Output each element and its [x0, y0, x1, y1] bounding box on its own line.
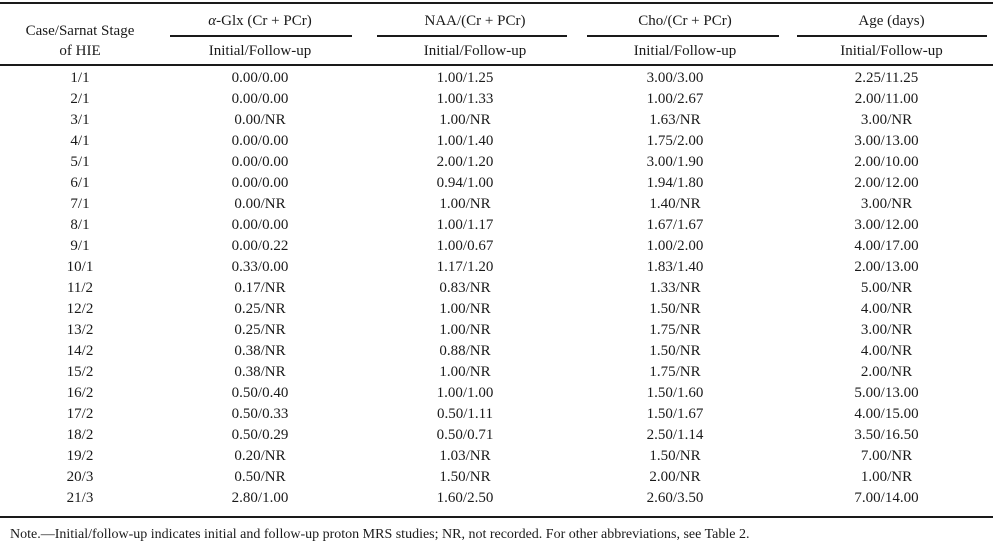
table-row — [0, 488, 993, 509]
age-cell: 3.50/16.50 — [854, 427, 919, 443]
subheader-glx: Initial/Follow-up — [208, 43, 312, 59]
table-row — [0, 425, 993, 446]
case-stage-cell: 18/2 — [66, 427, 94, 443]
table-top-rule — [0, 2, 993, 4]
cho-cell: 1.63/NR — [649, 112, 701, 128]
glx-cell: 0.00/0.00 — [231, 217, 289, 233]
naa-cell: 1.00/NR — [439, 322, 491, 338]
cho-cell: 1.50/NR — [649, 343, 701, 359]
age-cell: 2.25/11.25 — [854, 70, 919, 86]
glx-cell: 0.00/0.00 — [231, 175, 289, 191]
glx-cell: 0.50/NR — [234, 469, 286, 485]
table-row — [0, 215, 993, 236]
age-cell: 3.00/NR — [860, 112, 913, 128]
data-table-body — [0, 68, 993, 509]
glx-cell: 0.50/0.29 — [231, 427, 289, 443]
glx-cell: 0.00/0.00 — [231, 133, 289, 149]
header-naa: NAA/(Cr + PCr) — [424, 13, 526, 29]
age-cell: 2.00/NR — [860, 364, 913, 380]
cho-cell: 1.50/NR — [649, 301, 701, 317]
age-cell: 5.00/NR — [860, 280, 913, 296]
header-case-line2: of HIE — [59, 43, 101, 59]
table-row — [0, 110, 993, 131]
case-stage-cell: 6/1 — [70, 175, 90, 191]
age-cell: 3.00/12.00 — [854, 217, 919, 233]
glx-cell: 0.00/0.00 — [231, 154, 289, 170]
naa-cell: 0.88/NR — [439, 343, 491, 359]
table-row — [0, 68, 993, 89]
glx-cell: 0.33/0.00 — [231, 259, 289, 275]
naa-cell: 1.00/1.17 — [436, 217, 494, 233]
header-glx — [160, 11, 360, 31]
glx-cell: 0.38/NR — [234, 364, 286, 380]
header-glx-alpha: α — [208, 13, 217, 29]
naa-cell: 0.50/1.11 — [436, 406, 494, 422]
cho-cell: 2.00/NR — [649, 469, 701, 485]
glx-cell: 0.00/0.00 — [231, 91, 289, 107]
case-stage-cell: 10/1 — [66, 259, 94, 275]
cho-cell: 1.83/1.40 — [646, 259, 704, 275]
cho-cell: 1.50/NR — [649, 448, 701, 464]
glx-cell: 2.80/1.00 — [231, 490, 289, 506]
glx-cell: 0.00/0.00 — [231, 70, 289, 86]
table-note: Note.—Initial/follow-up indicates initial and follow-up proton MRS studies; NR, not recorded. For other abbreviations, see Table 2. — [10, 527, 750, 542]
age-cell: 4.00/17.00 — [854, 238, 919, 254]
table-row — [0, 257, 993, 278]
table-row — [0, 299, 993, 320]
age-cell: 2.00/10.00 — [854, 154, 919, 170]
case-stage-cell: 2/1 — [70, 91, 90, 107]
header-age: Age (days) — [858, 13, 925, 29]
case-stage-cell: 14/2 — [66, 343, 94, 359]
naa-cell: 1.00/1.25 — [436, 70, 494, 86]
case-stage-cell: 11/2 — [66, 280, 94, 296]
age-cell: 4.00/15.00 — [854, 406, 919, 422]
cho-cell: 1.00/2.67 — [646, 91, 704, 107]
age-cell: 2.00/12.00 — [854, 175, 919, 191]
case-stage-cell: 16/2 — [66, 385, 94, 401]
age-cell: 4.00/NR — [860, 343, 913, 359]
cho-cell: 2.50/1.14 — [646, 427, 704, 443]
naa-cell: 0.50/0.71 — [436, 427, 494, 443]
glx-cell: 0.50/0.33 — [231, 406, 289, 422]
age-cell: 7.00/14.00 — [854, 490, 919, 506]
header-age-underline — [797, 35, 987, 37]
table-row — [0, 131, 993, 152]
age-cell: 1.00/NR — [860, 469, 913, 485]
cho-cell: 1.33/NR — [649, 280, 701, 296]
age-cell: 2.00/13.00 — [854, 259, 919, 275]
naa-cell: 0.94/1.00 — [436, 175, 494, 191]
naa-cell: 1.00/1.00 — [436, 385, 494, 401]
naa-cell: 1.00/1.40 — [436, 133, 494, 149]
cho-cell: 1.50/1.67 — [646, 406, 704, 422]
age-cell: 5.00/13.00 — [854, 385, 919, 401]
subheader-cho: Initial/Follow-up — [633, 43, 737, 59]
glx-cell: 0.20/NR — [234, 448, 286, 464]
table-row — [0, 383, 993, 404]
age-cell: 2.00/11.00 — [854, 91, 919, 107]
glx-cell: 0.00/0.22 — [231, 238, 289, 254]
cho-cell: 3.00/3.00 — [646, 70, 704, 86]
glx-cell: 0.25/NR — [234, 322, 286, 338]
cho-cell: 1.75/2.00 — [646, 133, 704, 149]
age-cell: 7.00/NR — [860, 448, 913, 464]
cho-cell: 1.50/1.60 — [646, 385, 704, 401]
cho-cell: 1.75/NR — [649, 322, 701, 338]
header-naa-underline — [377, 35, 567, 37]
naa-cell: 0.83/NR — [439, 280, 491, 296]
case-stage-cell: 4/1 — [70, 133, 90, 149]
age-cell: 3.00/13.00 — [854, 133, 919, 149]
case-stage-cell: 5/1 — [70, 154, 90, 170]
cho-cell: 3.00/1.90 — [646, 154, 704, 170]
glx-cell: 0.00/NR — [234, 196, 286, 212]
age-cell: 4.00/NR — [860, 301, 913, 317]
header-cho: Cho/(Cr + PCr) — [638, 13, 732, 29]
naa-cell: 1.50/NR — [439, 469, 491, 485]
case-stage-cell: 21/3 — [66, 490, 94, 506]
subheader-age: Initial/Follow-up — [840, 43, 943, 59]
naa-cell: 2.00/1.20 — [436, 154, 494, 170]
cho-cell: 1.00/2.00 — [646, 238, 704, 254]
cho-cell: 1.67/1.67 — [646, 217, 704, 233]
glx-cell: 0.50/0.40 — [231, 385, 289, 401]
cho-cell: 1.40/NR — [649, 196, 701, 212]
case-stage-cell: 9/1 — [70, 238, 90, 254]
table-row — [0, 152, 993, 173]
age-cell: 3.00/NR — [860, 322, 913, 338]
table-row — [0, 173, 993, 194]
case-stage-cell: 3/1 — [70, 112, 90, 128]
glx-cell: 0.38/NR — [234, 343, 286, 359]
table-bottom-rule — [0, 516, 993, 518]
header-case-line1: Case/Sarnat Stage — [25, 23, 135, 39]
table-row — [0, 89, 993, 110]
table-row — [0, 236, 993, 257]
table-header-rule — [0, 64, 993, 66]
table-row — [0, 278, 993, 299]
table-rows — [0, 68, 993, 509]
case-stage-cell: 19/2 — [66, 448, 94, 464]
case-stage-cell: 13/2 — [66, 322, 94, 338]
cho-cell: 1.94/1.80 — [646, 175, 704, 191]
age-cell: 3.00/NR — [860, 196, 913, 212]
case-stage-cell: 20/3 — [66, 469, 94, 485]
table-row — [0, 341, 993, 362]
table-row — [0, 446, 993, 467]
case-stage-cell: 1/1 — [70, 70, 90, 86]
table-row — [0, 194, 993, 215]
naa-cell: 1.17/1.20 — [436, 259, 494, 275]
cho-cell: 2.60/3.50 — [646, 490, 704, 506]
table-row — [0, 467, 993, 488]
case-stage-cell: 8/1 — [70, 217, 90, 233]
naa-cell: 1.00/NR — [439, 112, 491, 128]
table-row — [0, 404, 993, 425]
table-row — [0, 320, 993, 341]
glx-cell: 0.25/NR — [234, 301, 286, 317]
case-stage-cell: 15/2 — [66, 364, 94, 380]
naa-cell: 1.60/2.50 — [436, 490, 494, 506]
naa-cell: 1.00/0.67 — [436, 238, 494, 254]
glx-cell: 0.00/NR — [234, 112, 286, 128]
case-stage-cell: 12/2 — [66, 301, 94, 317]
naa-cell: 1.03/NR — [439, 448, 491, 464]
header-cho-underline — [587, 35, 779, 37]
glx-cell: 0.17/NR — [234, 280, 286, 296]
cho-cell: 1.75/NR — [649, 364, 701, 380]
naa-cell: 1.00/NR — [439, 301, 491, 317]
header-glx-underline — [170, 35, 352, 37]
naa-cell: 1.00/1.33 — [436, 91, 494, 107]
header-case-stage — [0, 21, 160, 61]
naa-cell: 1.00/NR — [439, 364, 491, 380]
case-stage-cell: 17/2 — [66, 406, 94, 422]
table-row — [0, 362, 993, 383]
subheader-naa: Initial/Follow-up — [423, 43, 527, 59]
naa-cell: 1.00/NR — [439, 196, 491, 212]
case-stage-cell: 7/1 — [70, 196, 90, 212]
header-glx-rest: -Glx (Cr + PCr) — [216, 13, 312, 29]
